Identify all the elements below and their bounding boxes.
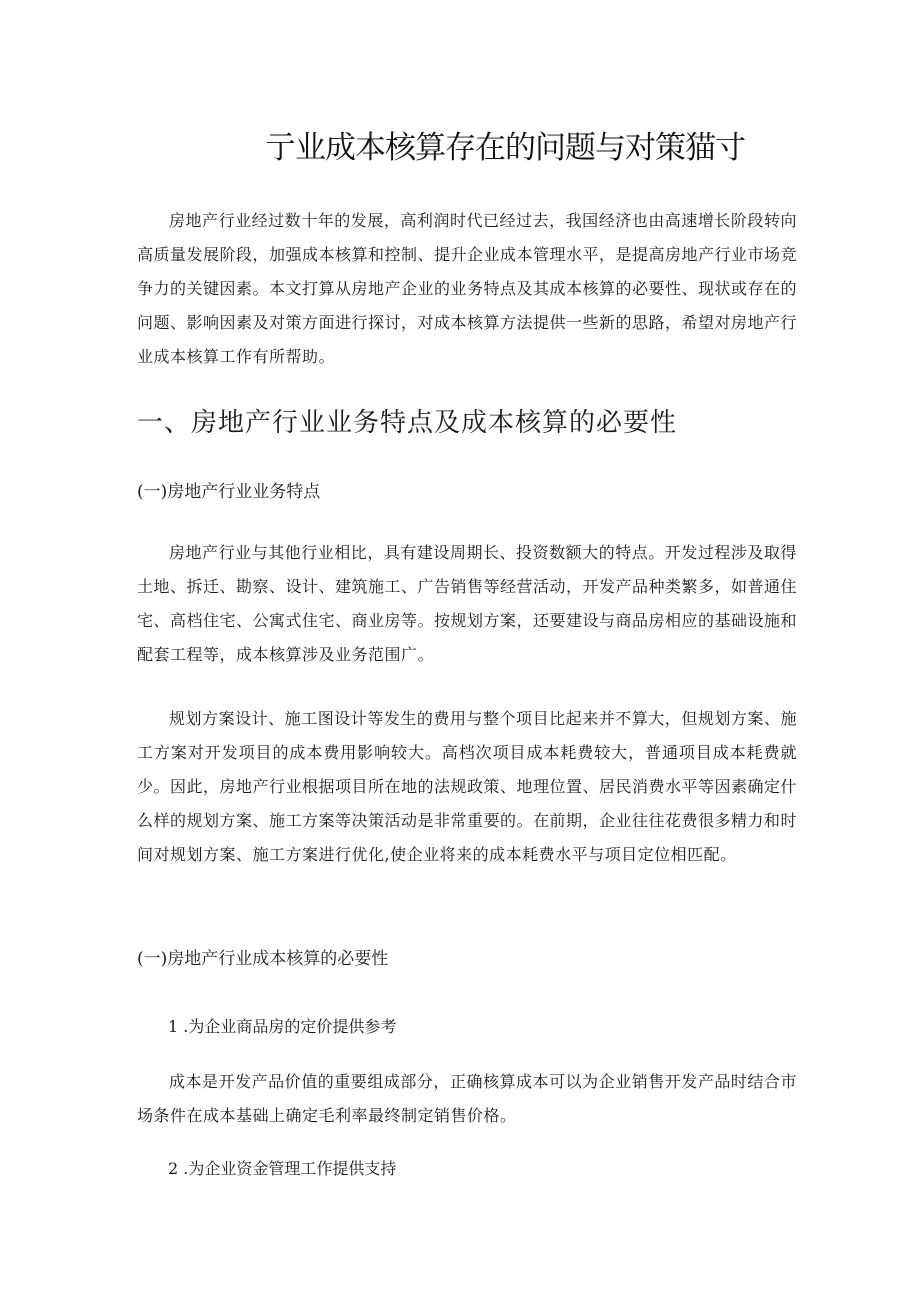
subsection-heading-necessity: (一)房地产行业成本核算的必要性 xyxy=(137,949,389,969)
business-features-paragraph-1: 房地产行业与其他行业相比，具有建设周期长、投资数额大的特点。开发过程涉及取得土地、拆迁、勘察、设计、建筑施工、广告销售等经营活动，开发产品种类繁多，如普通住宅、高档住宅、公寓式住宅、商业房等。按规划方案，还要建设与商品房相应的基础设施和配套工程等，成本核算涉及业务范围广。 xyxy=(137,543,798,664)
section-heading-1: 一、房地产行业业务特点及成本核算的必要性 xyxy=(137,408,678,438)
item-heading-pricing: 1 .为企业商品房的定价提供参考 xyxy=(168,1017,397,1036)
intro-paragraph: 房地产行业经过数十年的发展，高利润时代已经过去，我国经济也由高速增长阶段转向高质量发展阶段，加强成本核算和控制、提升企业成本管理水平，是提高房地产行业市场竞争力的关键因素。本文打算从房地产企业的业务特点及其成本核算的必要性、现状或存在的问题、影响因素及对策方面进行探讨，对成本核算方法提供一些新的思路，希望对房地产行业成本核算工作有所帮助。 xyxy=(137,211,798,366)
pricing-paragraph: 成本是开发产品价值的重要组成部分，正确核算成本可以为企业销售开发产品时结合市场条件在成本基础上确定毛利率最终制定销售价格。 xyxy=(137,1072,797,1125)
document-title: 亍业成本核算存在的问题与对策猫寸 xyxy=(265,130,745,166)
business-features-paragraph-2: 规划方案设计、施工图设计等发生的费用与整个项目比起来并不算大，但规划方案、施工方案对开发项目的成本费用影响较大。高档次项目成本耗费较大，普通项目成本耗费就少。因此，房地产行业根据项目所在地的法规政策、地理位置、居民消费水平等因素确定什么样的规划方案、施工方案等决策活动是非常重要的。在前期，企业往往花费很多精力和时间对规划方案、施工方案进行优化,使企业将来的成本耗费水平与项目定位相匹配。 xyxy=(137,709,798,864)
subsection-heading-business-features: (一)房地产行业业务特点 xyxy=(137,482,321,502)
item-heading-funds-management: 2 .为企业资金管理工作提供支持 xyxy=(168,1159,397,1178)
